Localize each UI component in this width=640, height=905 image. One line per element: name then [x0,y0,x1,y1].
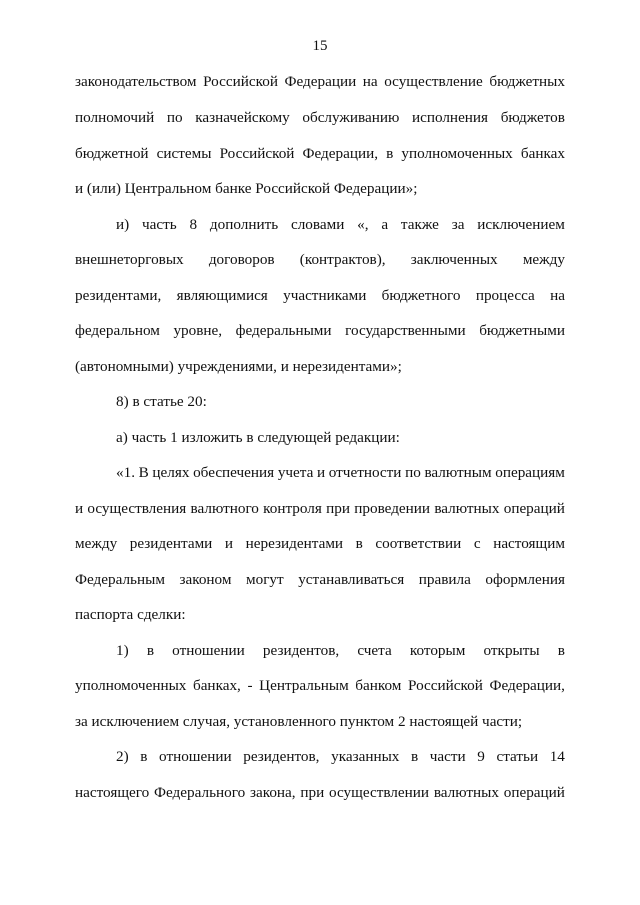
word: валютным [424,464,492,481]
word: Центральным [259,677,349,694]
text-line [75,145,565,163]
word: при [326,500,350,517]
word: являющимися [176,287,268,304]
word: Российской [408,677,483,694]
word: резидентами, [75,287,162,304]
word: в [557,642,565,659]
word: государственными [345,322,466,339]
word: «, [357,216,369,233]
word: по [166,109,183,126]
word: Российской [219,145,295,162]
text-line [116,642,565,660]
word: 8 [189,216,198,233]
word: федеральном [75,322,160,339]
text-line [75,784,565,802]
word: и) [116,216,130,233]
word: контроля [263,500,322,517]
word: между [75,535,118,552]
word: операций [503,500,565,517]
word: в [386,145,394,162]
text-line [75,677,565,695]
text-line [75,109,565,127]
word: уполномоченных [75,677,187,694]
text-line [75,251,565,269]
word: обеспечения [193,464,275,481]
text-line: паспорта сделки: [75,606,186,623]
word: 14 [549,748,565,765]
word: банках, [192,677,241,694]
word: законодательством [75,73,197,90]
word: заключенных [410,251,498,268]
word: осуществления [87,500,187,517]
word: целях [152,464,190,481]
word: 2) [116,748,129,765]
word: Федеральным [75,571,165,588]
word: резидентов, [243,748,320,765]
word: валютных [434,500,500,517]
word: учета [277,464,314,481]
word: - [247,677,253,694]
word: устанавливаться [298,571,405,588]
word: операций [503,784,565,801]
word: исполнения [411,109,489,126]
word: дополнить [209,216,279,233]
word: правила [418,571,471,588]
word: проведении [354,500,431,517]
word: при [300,784,325,801]
word: соответствии [375,535,462,552]
word: уровне, [173,322,223,339]
text-line: за исключением случая, установленного пунктом 2 настоящей части; [75,713,523,730]
word: также [400,216,439,233]
word: законом [179,571,232,588]
word: обслуживанию [302,109,400,126]
word: полномочий [75,109,155,126]
word: внешнеторговых [75,251,184,268]
text-line [75,322,565,340]
word: и [75,500,84,517]
word: которым [409,642,466,659]
word: 9 [477,748,485,765]
word: отношении [172,642,245,659]
word: настоящего [75,784,150,801]
word: системы [156,145,212,162]
word: могут [245,571,284,588]
page-number: 15 [312,38,328,54]
text-line [116,216,565,234]
word: в [355,535,363,552]
word: статьи [496,748,539,765]
text-line: а) часть 1 изложить в следующей редакции: [116,429,400,446]
word: в [146,642,154,659]
word: на [362,73,378,90]
word: часть [142,216,177,233]
word: банках [520,145,565,162]
word: резидентов, [262,642,340,659]
word: закона, [249,784,296,801]
word: процесса [475,287,535,304]
word: Федерации, [302,145,379,162]
text-line [75,73,565,91]
word: настоящим [493,535,565,552]
word: в [410,748,419,765]
word: оформления [485,571,565,588]
word: бюджетной [75,145,149,162]
word: нерезидентами [245,535,344,552]
word: бюджетных [489,73,565,90]
word: счета [357,642,392,659]
word: осуществлении [329,784,430,801]
word: резидентами [129,535,213,552]
word: «1. [116,464,135,481]
word: осуществление [384,73,483,90]
text-line: (автономными) учреждениями, и нерезидентами»; [75,358,402,375]
word: по [405,464,421,481]
word: договоров [208,251,275,268]
word: Федерации [284,73,357,90]
word: на [550,287,565,304]
word: Федерального [154,784,246,801]
word: (контрактов), [299,251,386,268]
word: Российской [203,73,278,90]
word: словами [290,216,345,233]
word: валютных [433,784,499,801]
word: бюджетного [381,287,461,304]
word: отношении [159,748,232,765]
text-line [75,500,565,518]
word: уполномоченных [401,145,513,162]
word: В [138,464,149,481]
word: и [224,535,234,552]
word: за [451,216,465,233]
word: казначейскому [195,109,290,126]
text-line [116,748,565,766]
word: с [473,535,481,552]
text-line [75,287,565,305]
text-line [116,464,565,482]
word: Федерации, [489,677,565,694]
word: части [429,748,466,765]
word: 1) [116,642,129,659]
word: операциям [495,464,565,481]
word: исключением [477,216,565,233]
word: бюджетными [479,322,565,339]
word: участниками [283,287,367,304]
word: между [522,251,565,268]
word: и [317,464,326,481]
word: федеральными [235,322,332,339]
word: открыты [483,642,540,659]
word: указанных [331,748,400,765]
text-line: 8) в статье 20: [116,393,207,410]
word: отчетности [328,464,402,481]
word: банком [355,677,402,694]
word: бюджетов [500,109,565,126]
word: в [140,748,148,765]
text-line: и (или) Центральном банке Российской Федерации»; [75,180,418,197]
word: валютного [190,500,259,517]
text-line [75,571,565,589]
word: а [381,216,389,233]
text-line [75,535,565,553]
